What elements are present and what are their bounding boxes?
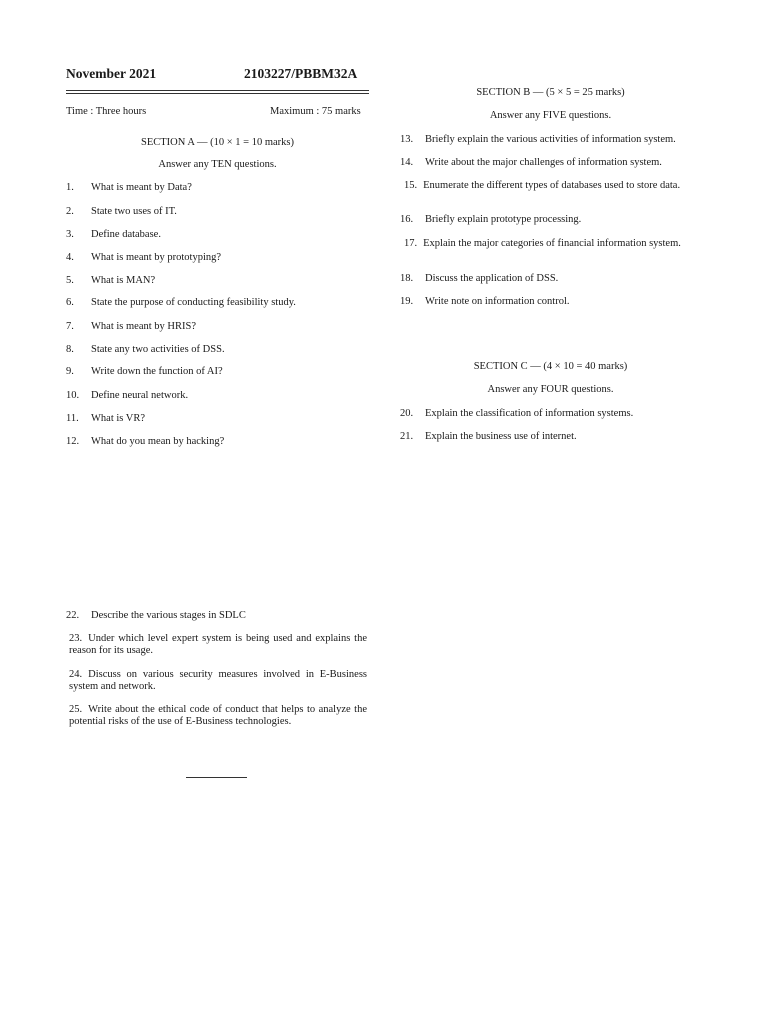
question-item bbox=[400, 134, 702, 146]
question-text: What is meant by HRIS? bbox=[91, 321, 196, 332]
question-text: Define neural network. bbox=[91, 390, 189, 401]
question-text: What is meant by prototyping? bbox=[91, 252, 222, 263]
section-a-instruction: Answer any TEN questions. bbox=[158, 159, 277, 170]
question-number: 2. bbox=[66, 206, 74, 217]
question-item bbox=[400, 296, 702, 308]
question-number: 24. bbox=[69, 669, 83, 680]
question-text: What do you mean by hacking? bbox=[91, 436, 225, 447]
section-c-instruction: Answer any FOUR questions. bbox=[487, 384, 614, 395]
section-b-title: SECTION B — (5 × 5 = 25 marks) bbox=[476, 87, 625, 98]
question-text: State two uses of IT. bbox=[91, 206, 177, 217]
question-item bbox=[400, 408, 702, 420]
question-text: Discuss the application of DSS. bbox=[425, 273, 559, 284]
question-text: State any two activities of DSS. bbox=[91, 344, 225, 355]
question-item bbox=[66, 321, 369, 333]
question-text: What is VR? bbox=[91, 413, 146, 424]
question-item bbox=[66, 344, 369, 356]
question-number: 7. bbox=[66, 321, 74, 332]
question-text: Under which level expert system is being used and explains the reason for its usage. bbox=[69, 633, 367, 656]
question-number: 17. bbox=[404, 238, 418, 249]
question-number: 14. bbox=[400, 157, 414, 168]
question-number: 5. bbox=[66, 275, 74, 286]
question-text: Explain the classification of information systems. bbox=[425, 408, 634, 419]
question-item bbox=[66, 206, 369, 218]
question-text: Enumerate the different types of databases used to store data. bbox=[423, 180, 681, 191]
question-number: 22. bbox=[66, 610, 80, 621]
question-number: 20. bbox=[400, 408, 414, 419]
question-item bbox=[66, 297, 369, 309]
question-text: Write down the function of AI? bbox=[91, 366, 223, 377]
question-text: Describe the various stages in SDLC bbox=[91, 610, 246, 621]
question-number: 21. bbox=[400, 431, 414, 442]
question-text: Write about the ethical code of conduct that helps to analyze the potential risks of the use of E-Business technologies. bbox=[69, 704, 367, 727]
question-item bbox=[66, 229, 369, 241]
question-number: 13. bbox=[400, 134, 414, 145]
question-number: 8. bbox=[66, 344, 74, 355]
question-item bbox=[69, 669, 367, 692]
end-of-paper-rule bbox=[186, 777, 247, 778]
question-number: 16. bbox=[400, 214, 414, 225]
question-text: Write about the major challenges of information system. bbox=[425, 157, 662, 168]
question-item bbox=[66, 252, 369, 264]
question-item bbox=[66, 275, 369, 287]
question-number: 11. bbox=[66, 413, 79, 424]
section-c-title: SECTION C — (4 × 10 = 40 marks) bbox=[473, 361, 628, 372]
question-number: 4. bbox=[66, 252, 74, 263]
question-text: Briefly explain prototype processing. bbox=[425, 214, 582, 225]
question-text: State the purpose of conducting feasibility study. bbox=[91, 297, 296, 308]
question-number: 1. bbox=[66, 182, 74, 193]
question-text: Explain the business use of internet. bbox=[425, 431, 577, 442]
question-text: Discuss on various security measures involved in E-Business system and network. bbox=[69, 669, 367, 692]
header-rule-bottom bbox=[66, 93, 369, 94]
question-number: 6. bbox=[66, 297, 74, 308]
question-item bbox=[400, 431, 702, 443]
question-item bbox=[66, 182, 369, 194]
exam-date: November 2021 bbox=[66, 66, 157, 81]
question-item bbox=[66, 366, 369, 378]
header-rule-top bbox=[66, 90, 369, 91]
question-text: Define database. bbox=[91, 229, 161, 240]
question-item bbox=[69, 633, 367, 656]
section-b-instruction: Answer any FIVE questions. bbox=[489, 110, 612, 121]
question-item bbox=[66, 390, 369, 402]
question-item bbox=[400, 273, 702, 285]
question-item bbox=[404, 180, 702, 192]
question-item bbox=[404, 238, 702, 250]
question-item bbox=[69, 704, 367, 727]
question-number: 18. bbox=[400, 273, 414, 284]
question-text: What is MAN? bbox=[91, 275, 156, 286]
question-item bbox=[400, 157, 702, 169]
question-text: Briefly explain the various activities of information system. bbox=[425, 134, 676, 145]
question-number: 23. bbox=[69, 633, 83, 644]
maximum-marks: Maximum : 75 marks bbox=[270, 106, 361, 117]
question-item bbox=[66, 610, 367, 622]
paper-code: 2103227/PBBM32A bbox=[244, 66, 358, 81]
question-number: 12. bbox=[66, 436, 80, 447]
question-text: What is meant by Data? bbox=[91, 182, 192, 193]
question-number: 3. bbox=[66, 229, 74, 240]
question-number: 9. bbox=[66, 366, 74, 377]
question-number: 15. bbox=[404, 180, 418, 191]
question-number: 25. bbox=[69, 704, 83, 715]
question-number: 10. bbox=[66, 390, 80, 401]
time-allowed: Time : Three hours bbox=[66, 106, 147, 117]
question-text: Explain the major categories of financial information system. bbox=[423, 238, 681, 249]
section-a-title: SECTION A — (10 × 1 = 10 marks) bbox=[140, 137, 294, 148]
question-item bbox=[66, 413, 369, 425]
question-item bbox=[66, 436, 369, 448]
question-text: Write note on information control. bbox=[425, 296, 570, 307]
question-item bbox=[400, 214, 702, 226]
question-number: 19. bbox=[400, 296, 414, 307]
